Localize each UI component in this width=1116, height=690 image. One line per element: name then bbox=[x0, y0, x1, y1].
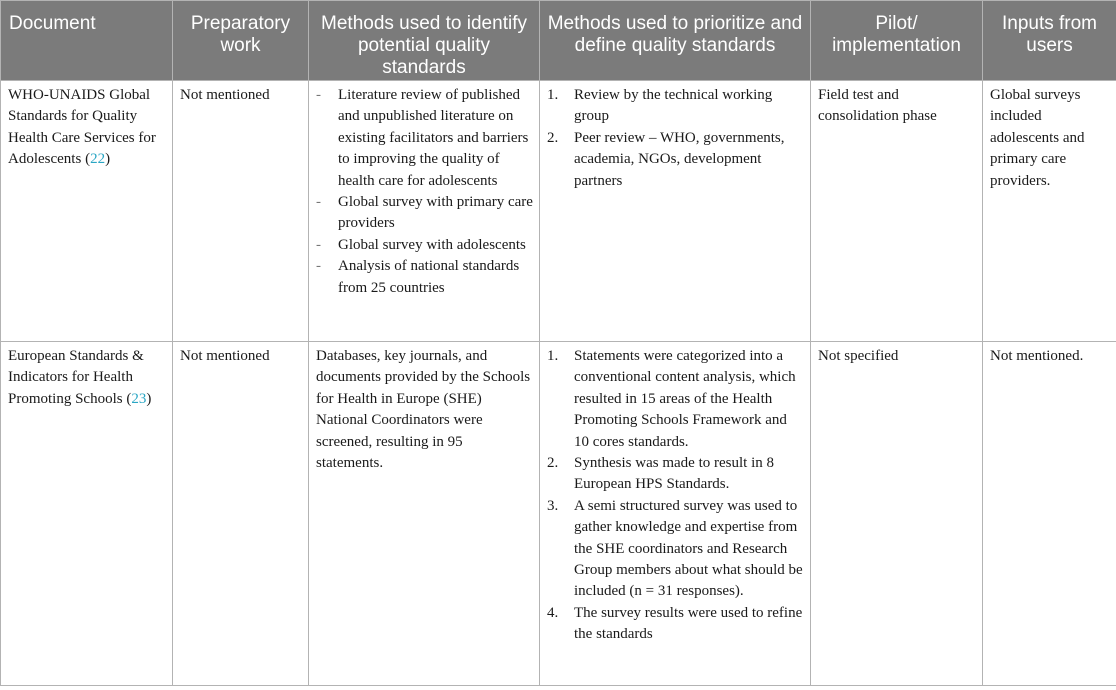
document-title: European Standards & Indicators for Health Promoting Schools bbox=[8, 348, 144, 407]
header-document: Document bbox=[1, 1, 173, 81]
prioritize-methods-cell bbox=[540, 81, 811, 342]
document-cell bbox=[1, 342, 173, 686]
list-item: - Global survey with primary care providers bbox=[316, 194, 533, 232]
pilot-cell: Field test and consolidation phase bbox=[811, 81, 983, 342]
header-pilot-implementation: Pilot/ implementation bbox=[811, 1, 983, 81]
header-preparatory-work: Preparatory work bbox=[173, 1, 309, 81]
list-item: 4. The survey results were used to refine the standards bbox=[547, 604, 803, 643]
list-item: - Literature review of published and unpublished literature on existing facilitators and barriers to improving the quality of health care for adolescents bbox=[316, 87, 529, 189]
reference-link[interactable]: 23 bbox=[131, 390, 147, 407]
inputs-cell: Global surveys included adolescents and primary care providers. bbox=[983, 81, 1116, 342]
number-marker: 1. bbox=[547, 348, 559, 364]
identify-methods-cell: Databases, key journals, and documents provided by the Schools for Health in Europe (SHE) National Coordinators were screened, resulting in 95 statements. bbox=[309, 342, 540, 686]
header-row bbox=[1, 1, 1116, 81]
list-item: - Analysis of national standards from 25 countries bbox=[316, 258, 520, 296]
list-item: 1. Review by the technical working group bbox=[547, 87, 773, 125]
ref-open: ( bbox=[85, 151, 91, 168]
preparatory-cell: Not mentioned bbox=[173, 342, 309, 686]
ref-open: ( bbox=[126, 390, 132, 407]
identify-methods-list bbox=[316, 85, 533, 299]
list-item: 2. Peer review – WHO, governments, academia, NGOs, development partners bbox=[547, 129, 785, 189]
identify-methods-cell bbox=[309, 81, 540, 342]
list-item: 3. A semi structured survey was used to gather knowledge and expertise from the SHE coordinators and Research Group members about what should be included (n = 31 responses). bbox=[547, 497, 803, 600]
dash-marker: - bbox=[316, 87, 321, 103]
ref-close: ) bbox=[105, 151, 111, 168]
document-title: WHO-UNAIDS Global Standards for Quality Health Care Services for Adolescents bbox=[8, 87, 156, 168]
prioritize-methods-list bbox=[547, 85, 804, 192]
header-identify-methods: Methods used to identify potential quality standards bbox=[309, 1, 540, 81]
number-marker: 4. bbox=[547, 604, 559, 621]
header-inputs-from-users: Inputs from users bbox=[983, 1, 1116, 81]
list-item: 1. Statements were categorized into a conventional content analysis, which resulted in 15 areas of the Health Promoting Schools Framework and 10 cores standards. bbox=[547, 348, 796, 450]
preparatory-cell: Not mentioned bbox=[173, 81, 309, 342]
table-row bbox=[1, 342, 1116, 686]
dash-marker: - bbox=[316, 194, 321, 211]
header-prioritize-methods: Methods used to prioritize and define quality standards bbox=[540, 1, 811, 81]
prioritize-methods-cell bbox=[540, 342, 811, 686]
reference-link[interactable]: 22 bbox=[90, 151, 106, 168]
number-marker: 3. bbox=[547, 497, 559, 514]
list-item: 2. Synthesis was made to result in 8 European HPS Standards. bbox=[547, 455, 774, 493]
number-marker: 2. bbox=[547, 455, 559, 472]
table-row bbox=[1, 81, 1116, 342]
document-cell bbox=[1, 81, 173, 342]
inputs-cell: Not mentioned. bbox=[983, 342, 1116, 686]
pilot-cell: Not specified bbox=[811, 342, 983, 686]
dash-marker: - bbox=[316, 236, 321, 253]
ref-close: ) bbox=[146, 390, 152, 407]
list-item: - Global survey with adolescents bbox=[316, 235, 533, 256]
number-marker: 1. bbox=[547, 87, 559, 103]
number-marker: 2. bbox=[547, 129, 559, 146]
prioritize-methods-list bbox=[547, 346, 804, 646]
dash-marker: - bbox=[316, 258, 321, 275]
